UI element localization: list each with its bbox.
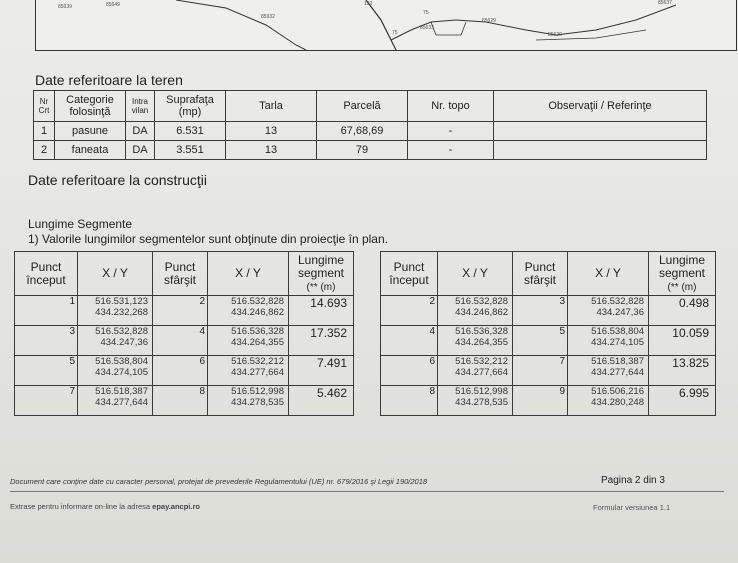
page-number: Pagina 2 din 3 <box>601 475 665 486</box>
header-lungime-label: Lungime segment <box>658 252 706 280</box>
map-parcel-label: 85633 <box>420 25 434 31</box>
cell-x: 516.532,828 <box>455 296 508 307</box>
header-topo: Nr. topo <box>408 91 494 122</box>
cell-punct: 4 <box>153 326 208 356</box>
cell-x: 516.538,804 <box>95 356 148 367</box>
cell-xy <box>438 386 513 416</box>
cell-nr: 1 <box>34 122 55 141</box>
map-parcel-label: 85629 <box>482 18 496 24</box>
teren-title: Date referitoare la teren <box>35 72 183 88</box>
cell-parcela: 79 <box>317 141 408 160</box>
cell-y: 434.277,664 <box>455 367 508 378</box>
cell-y: 434.277,664 <box>231 367 284 378</box>
cell-x: 516.518,387 <box>95 386 148 397</box>
header-punct-sfarsit: Punct sfârşit <box>513 252 568 296</box>
cell-punct: 3 <box>513 296 568 326</box>
cell-y: 434.232,268 <box>95 307 148 318</box>
segment-row <box>15 356 354 386</box>
cell-intravilan: DA <box>126 141 155 160</box>
header-observatii: Observaţii / Referinţe <box>494 91 707 122</box>
cell-xy <box>78 356 153 386</box>
header-xy: X / Y <box>208 252 289 296</box>
cell-nr: 2 <box>34 141 55 160</box>
cell-lungime: 10.059 <box>649 326 716 356</box>
cell-xy <box>208 356 289 386</box>
cell-y: 434.246,862 <box>231 307 284 318</box>
cell-x: 516.512,998 <box>231 386 284 397</box>
cell-x: 516.512,998 <box>455 386 508 397</box>
teren-row <box>34 141 707 160</box>
cell-x: 516.532,828 <box>95 326 148 337</box>
cell-x: 516.532,212 <box>455 356 508 367</box>
cell-tarla: 13 <box>226 122 317 141</box>
cell-y: 434.280,248 <box>591 397 644 408</box>
cell-x: 516.536,328 <box>231 326 284 337</box>
teren-header-row <box>34 91 707 122</box>
disclaimer-text: Document care conţine date cu caracter personal, protejat de prevederile Regulamentului (UE) nr. 679/2016 şi Legii 190/2018 <box>10 477 428 486</box>
cell-lungime: 5.462 <box>289 386 354 416</box>
cell-y: 434.278,535 <box>231 397 284 408</box>
header-lungime <box>649 252 716 296</box>
header-categorie: Categorie folosinţă <box>55 91 126 122</box>
cell-xy <box>568 356 649 386</box>
teren-table <box>33 90 707 160</box>
cell-punct: 2 <box>153 296 208 326</box>
segment-row <box>15 386 354 416</box>
header-punct-inceput: Punct început <box>15 252 78 296</box>
segment-header-row <box>381 252 716 296</box>
cell-punct: 7 <box>513 356 568 386</box>
cell-lungime: 7.491 <box>289 356 354 386</box>
cell-lungime: 17.352 <box>289 326 354 356</box>
segment-table-left <box>14 251 354 416</box>
map-parcel-label: 75 <box>392 30 398 36</box>
cell-punct: 4 <box>381 326 438 356</box>
cell-categorie: pasune <box>55 122 126 141</box>
cell-y: 434.274,105 <box>591 337 644 348</box>
cell-punct: 5 <box>15 356 78 386</box>
segment-header-row <box>15 252 354 296</box>
cell-x: 516.518,387 <box>591 356 644 367</box>
segment-row <box>15 296 354 326</box>
cell-lungime: 6.995 <box>649 386 716 416</box>
cell-observatii <box>494 141 707 160</box>
segmente-title: Lungime Segmente <box>28 217 133 231</box>
cell-punct: 2 <box>381 296 438 326</box>
teren-row <box>34 122 707 141</box>
cell-xy <box>208 386 289 416</box>
cell-suprafata: 6.531 <box>155 122 226 141</box>
map-parcel-label: 85639 <box>58 4 72 10</box>
cell-x: 516.538,804 <box>591 326 644 337</box>
segment-row <box>381 296 716 326</box>
cell-punct: 5 <box>513 326 568 356</box>
cell-xy <box>78 386 153 416</box>
form-version: Formular versiunea 1.1 <box>593 503 671 512</box>
cell-punct: 8 <box>153 386 208 416</box>
header-punct-sfarsit: Punct sfârşit <box>153 252 208 296</box>
map-parcel-label: 122 <box>364 1 373 7</box>
header-xy: X / Y <box>78 252 153 296</box>
header-unit: (** (m) <box>667 281 697 293</box>
cell-tarla: 13 <box>226 141 317 160</box>
cell-x: 516.532,828 <box>231 296 284 307</box>
cell-xy <box>438 356 513 386</box>
segment-row <box>381 386 716 416</box>
cell-x: 516.506,216 <box>591 386 644 397</box>
cell-lungime: 0.498 <box>649 296 716 326</box>
segment-table-right <box>380 251 716 416</box>
cell-lungime: 14.693 <box>289 296 354 326</box>
map-parcel-label: 85649 <box>106 2 120 8</box>
cadastral-map <box>35 0 737 51</box>
header-nr: Nr Crt <box>34 91 55 122</box>
cell-xy <box>438 296 513 326</box>
cell-topo: - <box>408 141 494 160</box>
cell-punct: 6 <box>381 356 438 386</box>
extras-prefix: Extrase pentru informare on-line la adresa <box>10 502 151 511</box>
extras-site-link[interactable]: epay.ancpi.ro <box>152 502 200 511</box>
constructii-title: Date referitoare la construcţii <box>28 172 207 188</box>
footer-divider <box>10 491 724 492</box>
cell-parcela: 67,68,69 <box>317 122 408 141</box>
cell-x: 516.532,212 <box>231 356 284 367</box>
cell-punct: 8 <box>381 386 438 416</box>
cell-x: 516.536,328 <box>455 326 508 337</box>
header-suprafata: Suprafaţa (mp) <box>155 91 226 122</box>
map-parcel-label: 85932 <box>261 14 275 20</box>
segment-row <box>381 326 716 356</box>
header-xy: X / Y <box>568 252 649 296</box>
header-intravilan: Intra vilan <box>126 91 155 122</box>
cell-x: 516.531,123 <box>95 296 148 307</box>
cell-y: 434.247,36 <box>100 337 148 348</box>
cell-xy <box>78 326 153 356</box>
header-punct-inceput: Punct început <box>381 252 438 296</box>
segment-row <box>381 356 716 386</box>
cell-xy <box>568 296 649 326</box>
cell-topo: - <box>408 122 494 141</box>
cell-xy <box>208 296 289 326</box>
cell-x: 516.532,828 <box>591 296 644 307</box>
map-lines <box>36 0 736 50</box>
extras-note <box>10 502 200 511</box>
cell-punct: 1 <box>15 296 78 326</box>
map-parcel-label: 85637 <box>658 0 672 6</box>
cell-lungime: 13.825 <box>649 356 716 386</box>
cell-observatii <box>494 122 707 141</box>
cell-punct: 3 <box>15 326 78 356</box>
map-parcel-label: 85629 <box>548 32 562 38</box>
cell-y: 434.264,355 <box>231 337 284 348</box>
cell-xy <box>568 386 649 416</box>
cell-xy <box>208 326 289 356</box>
header-tarla: Tarla <box>226 91 317 122</box>
cell-xy <box>438 326 513 356</box>
cell-xy <box>568 326 649 356</box>
cell-y: 434.277,644 <box>95 397 148 408</box>
cell-y: 434.274,105 <box>95 367 148 378</box>
cell-y: 434.278,535 <box>455 397 508 408</box>
map-parcel-label: 75 <box>423 10 429 16</box>
cell-y: 434.247,36 <box>596 307 644 318</box>
cell-suprafata: 3.551 <box>155 141 226 160</box>
cell-punct: 7 <box>15 386 78 416</box>
cell-y: 434.277,644 <box>591 367 644 378</box>
cell-punct: 6 <box>153 356 208 386</box>
cell-categorie: faneata <box>55 141 126 160</box>
cell-y: 434.264,355 <box>455 337 508 348</box>
header-parcela: Parcelă <box>317 91 408 122</box>
cell-intravilan: DA <box>126 122 155 141</box>
header-lungime-label: Lungime segment <box>297 252 345 280</box>
header-lungime <box>289 252 354 296</box>
header-unit: (** (m) <box>306 281 336 293</box>
header-xy: X / Y <box>438 252 513 296</box>
cell-xy <box>78 296 153 326</box>
segmente-subtitle: 1) Valorile lungimilor segmentelor sunt obţinute din proiecţie în plan. <box>28 232 388 246</box>
cell-punct: 9 <box>513 386 568 416</box>
segment-row <box>15 326 354 356</box>
cell-y: 434.246,862 <box>455 307 508 318</box>
